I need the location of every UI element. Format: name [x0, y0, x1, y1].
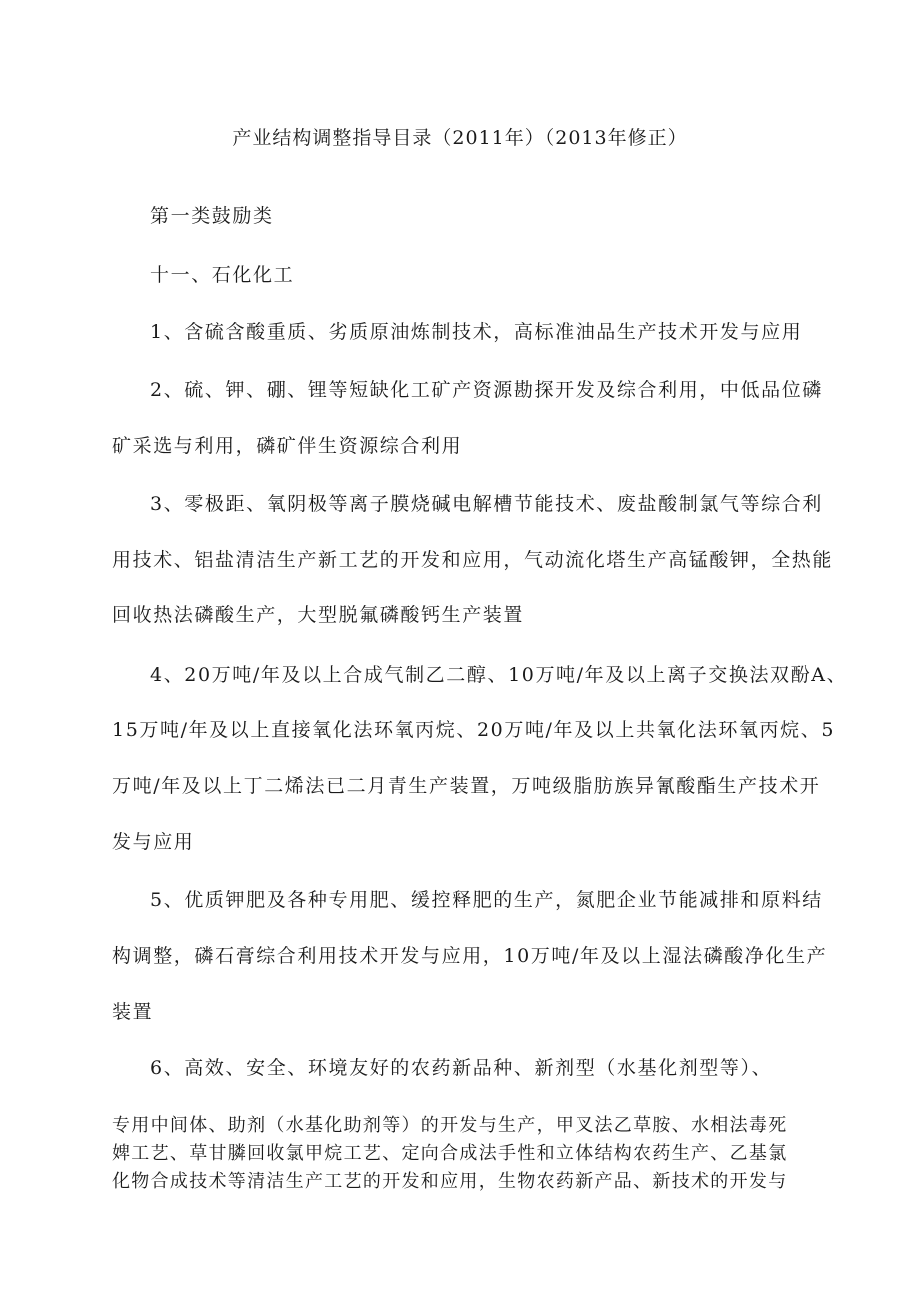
item-2-line-2: 矿采选与利用，磷矿伴生资源综合利用 [112, 435, 463, 457]
item-6-line-4: 化物合成技术等清洁生产工艺的开发和应用，生物农药新产品、新技术的开发与 [112, 1171, 788, 1192]
document-title: 产业结构调整指导目录（2011年）（2013年修正） [232, 127, 688, 149]
item-4-line-4: 发与应用 [112, 831, 195, 853]
item-6-line-3: 婢工艺、草甘膦回收氯甲烷工艺、定向合成法手性和立体结构农药生产、乙基氯 [112, 1143, 788, 1164]
item-2-line-1: 2、硫、钾、硼、锂等短缺化工矿产资源勘探开发及综合利用，中低品位磷 [150, 379, 823, 401]
item-6-line-1: 6、高效、安全、环境友好的农药新品种、新剂型（水基化剂型等）、 [150, 1057, 773, 1079]
item-6-line-2: 专用中间体、助剂（水基化助剂等）的开发与生产，甲叉法乙草胺、水相法毒死 [112, 1115, 788, 1136]
item-3-line-3: 回收热法磷酸生产，大型脱氟磷酸钙生产装置 [112, 604, 525, 626]
item-3-line-1: 3、零极距、氧阴极等离子膜烧碱电解槽节能技术、废盐酸制氯气等综合利 [150, 493, 823, 515]
item-4-line-2: 15万吨/年及以上直接氧化法环氧丙烷、20万吨/年及以上共氧化法环氧丙烷、5 [112, 719, 836, 741]
item-5-line-3: 装置 [112, 1001, 154, 1023]
item-5-line-2: 构调整，磷石膏综合利用技术开发与应用，10万吨/年及以上湿法磷酸净化生产 [112, 945, 828, 967]
category-heading: 第一类鼓励类 [150, 205, 274, 227]
item-3-line-2: 用技术、铝盐清洁生产新工艺的开发和应用，气动流化塔生产高锰酸钾，全热能 [112, 549, 834, 571]
item-4-line-1: 4、20万吨/年及以上合成气制乙二醇、10万吨/年及以上离子交换法双酚A、 [150, 664, 848, 686]
section-heading: 十一、石化化工 [150, 264, 295, 286]
item-4-line-3: 万吨/年及以上丁二烯法已二月青生产装置，万吨级脂肪族异氰酸酯生产技术开 [112, 775, 821, 797]
item-1-line-1: 1、含硫含酸重质、劣质原油炼制技术，高标准油品生产技术开发与应用 [150, 321, 803, 343]
item-5-line-1: 5、优质钾肥及各种专用肥、缓控释肥的生产，氮肥企业节能减排和原料结 [150, 889, 823, 911]
